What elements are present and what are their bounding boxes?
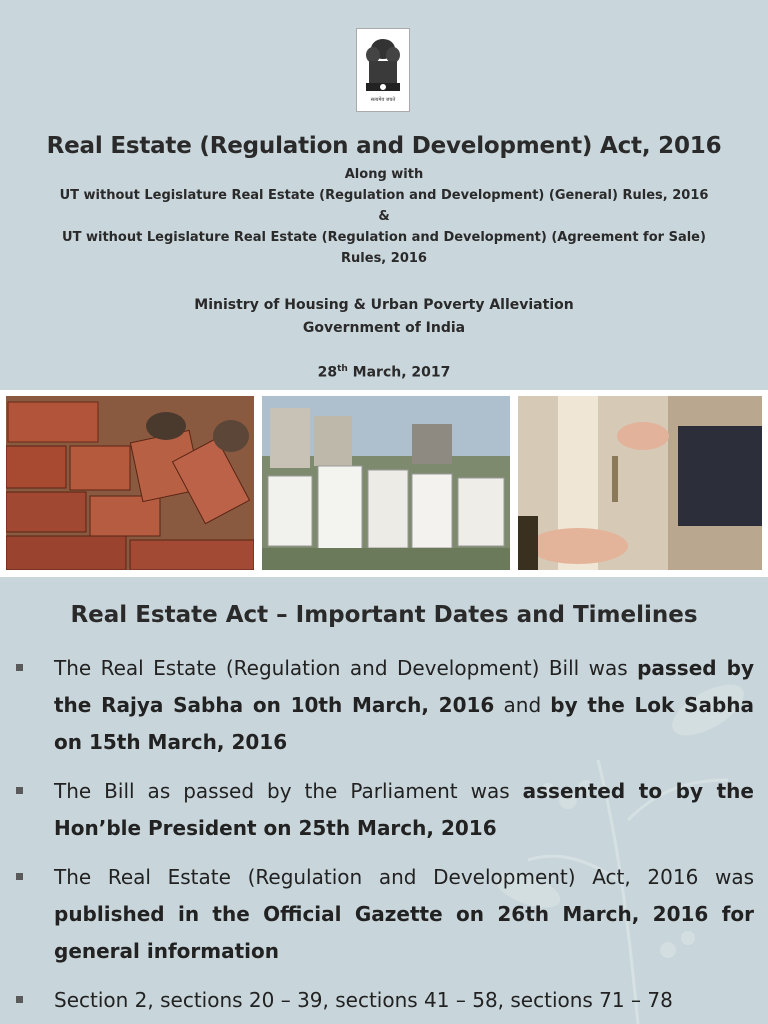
list-item xyxy=(14,859,754,970)
photo-strip xyxy=(0,390,768,577)
bullet-text: Section 2, sections 20 – 39, sections 41 – 58, sections 71 – 78 xyxy=(54,988,673,1012)
bullet-icon xyxy=(16,873,23,880)
slide-date xyxy=(0,364,768,381)
slide-heading: Real Estate Act – Important Dates and Timelines xyxy=(70,602,698,628)
emblem-caption: सत्यमेव जयते xyxy=(370,97,396,103)
ministry-block xyxy=(0,294,768,340)
government-name: Government of India xyxy=(302,320,466,336)
date-suffix: th xyxy=(337,364,348,374)
content-slide xyxy=(0,580,768,1024)
bullet-icon xyxy=(16,664,23,671)
bullet-bold-text: published in the Official Gazette on 26th March, 2016 for general information xyxy=(54,902,754,963)
ministry-name: Ministry of Housing & Urban Poverty Alleviation xyxy=(194,297,574,313)
bullet-text: The Real Estate (Regulation and Development) Bill was xyxy=(54,656,638,680)
national-emblem-logo xyxy=(356,28,410,112)
bullet-bold-text: by the Lok Sabha on 15th March, 2016 xyxy=(54,693,755,754)
date-day: 28 xyxy=(317,364,338,381)
act-title: Real Estate (Regulation and Development) Act, 2016 xyxy=(46,133,722,159)
list-item xyxy=(14,773,754,847)
bullet-icon xyxy=(16,996,23,1003)
bricks-photo xyxy=(6,396,254,570)
general-rules-text: UT without Legislature Real Estate (Regulation and Development) (General) Rules, 2016 xyxy=(59,188,709,203)
ampersand-text: & xyxy=(378,209,390,224)
apartments-photo xyxy=(262,396,510,570)
bullet-bold-text: assented to by the Hon’ble President on 25th March, 2016 xyxy=(54,779,754,840)
bullet-icon xyxy=(16,787,23,794)
bullet-text: The Real Estate (Regulation and Development) Act, 2016 was xyxy=(54,865,754,889)
agreement-rules-text: UT without Legislature Real Estate (Regulation and Development) (Agreement for Sale) xyxy=(62,230,706,245)
date-month-year: March, 2017 xyxy=(347,364,451,381)
bullet-text: The Bill as passed by the Parliament was xyxy=(54,779,523,803)
list-item xyxy=(14,982,754,1019)
keys-handover-photo xyxy=(518,396,762,570)
along-with-text: Along with xyxy=(344,167,424,182)
subtitle-block xyxy=(0,164,768,269)
bullet-bold-text: passed by the Rajya Sabha on 10th March, 2016 xyxy=(54,656,754,717)
timeline-bullet-list xyxy=(14,650,754,1024)
bullet-text: and xyxy=(494,693,551,717)
list-item xyxy=(14,650,754,761)
agreement-rules-text-cont: Rules, 2016 xyxy=(341,251,427,266)
